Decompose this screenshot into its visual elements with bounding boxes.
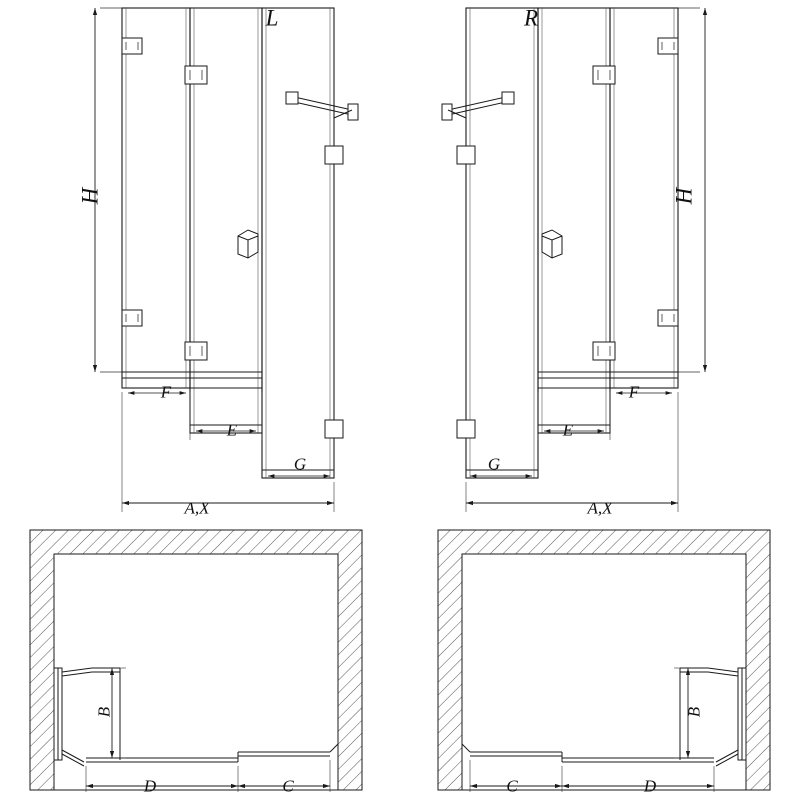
right-view-heading: R <box>523 5 539 31</box>
right-panel-label-g: G <box>487 454 501 474</box>
left-panel-label-g: G <box>293 454 307 474</box>
right-height-label: H <box>671 187 697 205</box>
right-panel-label-f: F <box>628 382 640 402</box>
left-plan-label-c: C <box>282 776 294 796</box>
right-width-label: A,X <box>587 498 613 518</box>
left-width-label: A,X <box>184 498 210 518</box>
left-plan-label-d: D <box>143 776 157 796</box>
left-panel-label-f: F <box>160 382 172 402</box>
right-plan-label-c: C <box>506 776 518 796</box>
left-view-heading: L <box>265 5 279 31</box>
left-height-label: H <box>77 187 103 205</box>
left-panel-label-e: E <box>226 420 238 440</box>
right-panel-label-e: E <box>562 420 574 440</box>
right-plan-label-d: D <box>643 776 657 796</box>
left-plan-depth-label: B <box>94 706 114 718</box>
right-plan-depth-label: B <box>684 706 704 718</box>
